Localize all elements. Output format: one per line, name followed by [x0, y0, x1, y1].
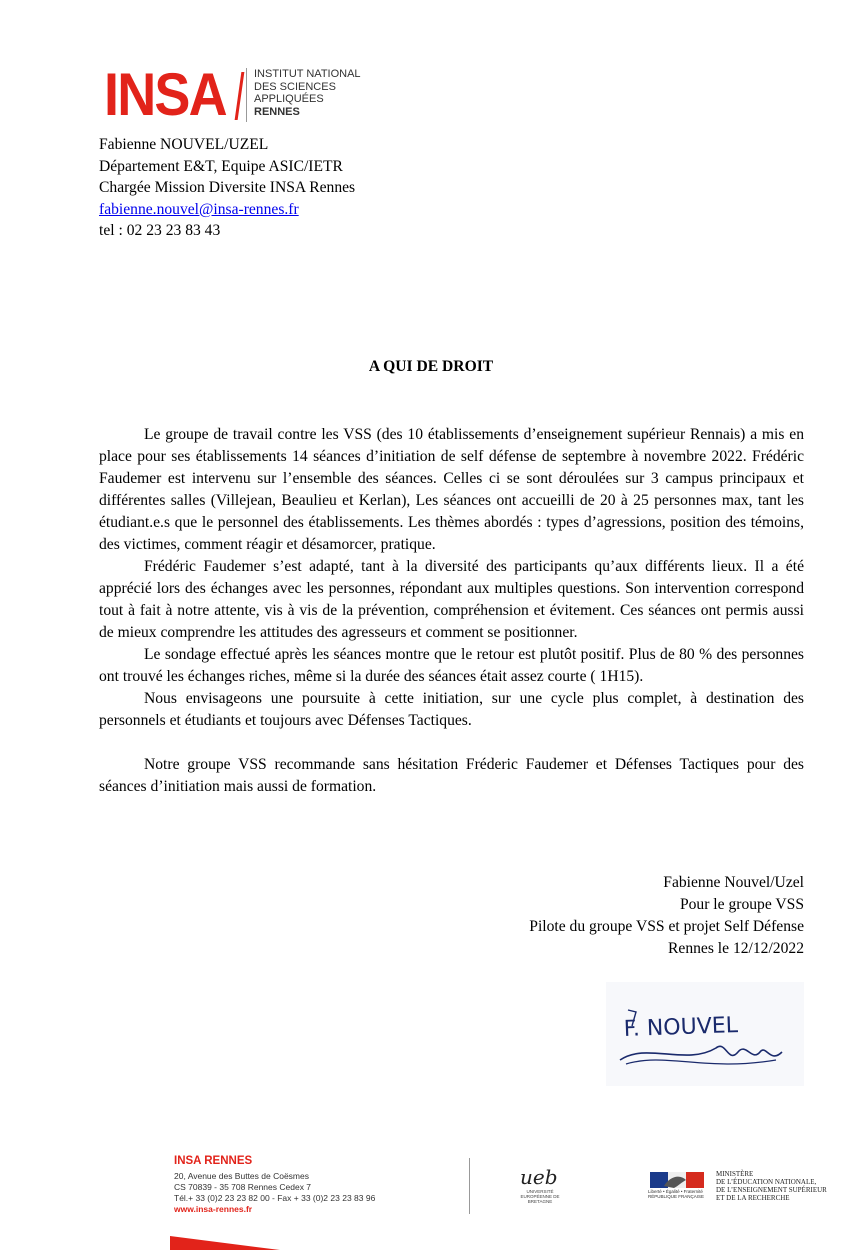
sender-block: [99, 134, 355, 242]
footer-address-line: 20, Avenue des Buttes de Coësmes: [174, 1171, 309, 1181]
ministry-text: [716, 1170, 827, 1202]
paragraph: Notre groupe VSS recommande sans hésitation Fréderic Faudemer et Défenses Tactiques pour des séances d’initiation mais aussi de formation.: [99, 756, 804, 795]
logo-red-bar: [235, 72, 245, 120]
ministry-line: DE L’ENSEIGNEMENT SUPÉRIEUR: [716, 1186, 827, 1194]
logo-line: APPLIQUÉES: [254, 93, 324, 105]
ueb-logo-text: ueb: [520, 1165, 558, 1189]
footer-divider: [469, 1158, 470, 1214]
ueb-logo-subtext: UNIVERSITÉ EUROPÉENNE DE BRETAGNE: [520, 1189, 560, 1204]
paragraph: Nous envisageons une poursuite à cette initiation, sur une cycle plus complet, à destination des personnels et étudiants et toujours avec Défenses Tactiques.: [99, 690, 804, 729]
logo-subtitle: [254, 68, 361, 118]
ministry-line: ET DE LA RECHERCHE: [716, 1194, 790, 1202]
logo-line: INSTITUT NATIONAL: [254, 68, 361, 80]
letter-body: [99, 424, 804, 798]
letter-title: A QUI DE DROIT: [368, 358, 494, 375]
footer-address-line: CS 70839 - 35 708 Rennes Cedex 7: [174, 1182, 312, 1192]
logo-wordmark: INSA: [104, 61, 226, 128]
signoff-role: Pilote du groupe VSS et projet Self Défense: [529, 918, 804, 935]
logo-line: DES SCIENCES: [254, 80, 336, 93]
ueb-logo: [520, 1165, 580, 1215]
signoff-for: Pour le groupe VSS: [679, 896, 804, 913]
svg-text:F. NOUVEL: F. NOUVEL: [623, 1013, 739, 1042]
republic-text: Liberté • Égalité • Fraternité RÉPUBLIQUE FRANÇAISE: [648, 1189, 705, 1199]
logo-line: RENNES: [254, 105, 300, 118]
sender-role: Chargée Mission Diversite INSA Rennes: [99, 179, 356, 197]
signoff-name: Fabienne Nouvel/Uzel: [663, 874, 804, 891]
handwritten-signature: [606, 982, 804, 1086]
sender-name: Fabienne NOUVEL/UZEL: [99, 136, 269, 153]
ministry-line: DE L’ÉDUCATION NATIONALE,: [716, 1178, 817, 1186]
paragraph: Le sondage effectué après les séances montre que le retour est plutôt positif. Plus de 80 % des personnes ont trouvé les échanges riches, même si la durée des séances était assez courte ( 1H15).: [99, 646, 804, 685]
ministry-line: MINISTÈRE: [716, 1170, 754, 1178]
footer-address: [174, 1171, 375, 1215]
sender-email-link[interactable]: fabienne.nouvel@insa-rennes.fr: [99, 200, 299, 218]
paragraph: Le groupe de travail contre les VSS (des 10 établissements d’enseignement supérieur Rennais) a mis en place pour ses établissements 14 séances d’initiation de self défense de septembre à novembre 2022. Frédéric Faudemer est intervenu sur l’ensemble des séances. Celles ci se sont déroulées sur 3 campus principaux et différentes salles (Villejean, Beaulieu et Kerlan), Les séances ont accueilli de 20 à 25 personnes max, tant les étudiant.e.s que le personnel des établissements. Les thèmes abordés : types d’agressions, position des témoins, des victimes, comment réagir et désamorcer, pratique.: [99, 426, 804, 553]
logo-divider: [246, 68, 247, 122]
footer-website-link[interactable]: www.insa-rennes.fr: [174, 1204, 253, 1214]
signoff-block: [529, 872, 804, 960]
red-corner-decoration: [170, 1226, 280, 1250]
footer-org: INSA RENNES: [174, 1155, 253, 1167]
sender-department: Département E&T, Equipe ASIC/IETR: [99, 157, 343, 175]
signoff-date: Rennes le 12/12/2022: [668, 940, 804, 957]
footer-phone: Tél.+ 33 (0)2 23 23 82 00 - Fax + 33 (0)2 23 23 83 96: [174, 1193, 376, 1203]
insa-logo: [104, 61, 364, 128]
sender-tel: tel : 02 23 23 83 43: [99, 222, 221, 240]
paragraph: Frédéric Faudemer s’est adapté, tant à la diversité des participants qu’aux différents lieux. Il a été apprécié lors des échanges avec les personnes, répondant aux multiples questions. Son intervention correspond tout à fait à notre attente, vis à vis de la prévention, compréhension et évitement. Ces séances ont permis aussi de mieux comprendre les attitudes des agresseurs et comment se positionner.: [99, 558, 804, 641]
